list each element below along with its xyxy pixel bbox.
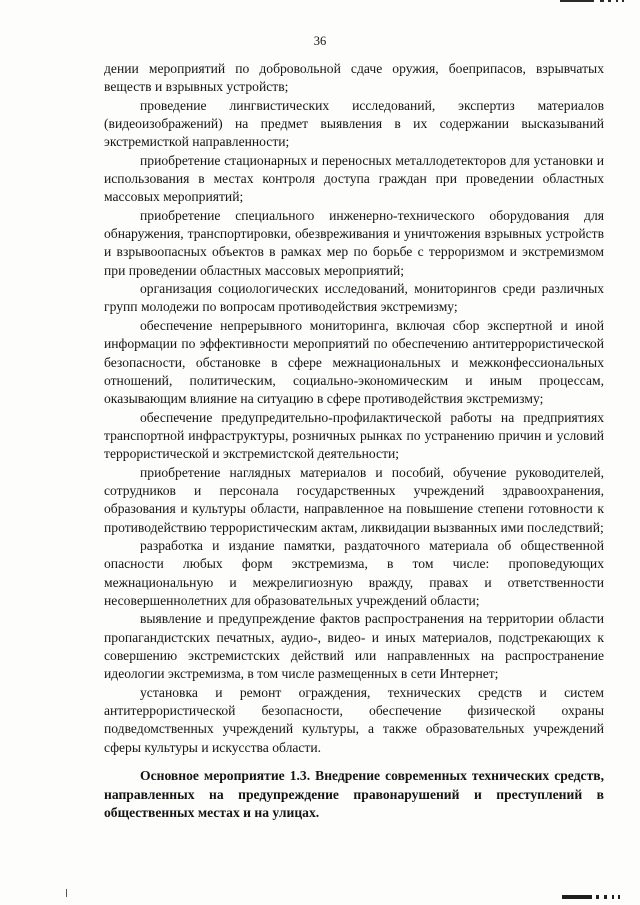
list-item-linguistic-research: проведение лингвистических исследований, экспертиз материалов (видеоизображений) на предмет выявления в их содержании высказываний экстремисткой направленности; — [104, 97, 604, 150]
list-item-monitoring: обеспечение непрерывного мониторинга, включая сбор экспертной и иной информации по эффективности мероприятий по обеспечению антитеррористической безопасности, обстановке в сфере межнациональных и межконфессиональных отношений, политическим, социально-экономическим и иным процессам, оказывающим влияние на ситуацию в сфере противодействия экстремизму; — [104, 317, 604, 407]
scan-mark-bottom-right — [562, 895, 622, 899]
document-body — [104, 60, 604, 823]
scan-mark-top-right — [560, 0, 626, 2]
list-item-memo-publication: разработка и издание памятки, раздаточного материала об общественной опасности любых форм экстремизма, в том числе: проповедующих межнациональную и межрелигиозную вражду, правах и ответственности несовершеннолетних для образовательных учреждений области; — [104, 537, 604, 608]
list-item-fencing-security: установка и ремонт ограждения, технических средств и систем антитеррористической безопасности, обеспечение физической охраны подведомственных учреждений культуры, а также образовательных учреждений сферы культуры и искусства области. — [104, 684, 604, 755]
paragraph-continuation: дении мероприятий по добровольной сдаче оружия, боеприпасов, взрывчатых веществ и взрывных устройств; — [104, 61, 604, 95]
list-item-propaganda-detection: выявление и предупреждение фактов распространения на территории области пропагандистских печатных, аудио-, видео- и иных материалов, подстрекающих к совершению экстремистских действий или направленных на распространение идеологии экстремизма, в том числе размещенных в сети Интернет; — [104, 611, 604, 682]
list-item-metal-detectors: приобретение стационарных и переносных металлодетекторов для установки и использования в местах контроля доступа граждан при проведении областных массовых мероприятий; — [104, 152, 604, 205]
list-item-transport-prevention: обеспечение предупредительно-профилактической работы на предприятиях транспортной инфраструктуры, розничных рынках по устранению причин и условий террористической и экстремистской деятельности; — [104, 409, 604, 462]
section-heading: Основное мероприятие 1.3. Внедрение современных технических средств, направленных на предупреждение правонарушений и преступлений в общественных местах и на улицах. — [104, 768, 604, 821]
list-item-engineering-equipment: приобретение специального инженерно-технического оборудования для обнаружения, транспортировки, обезвреживания и уничтожения взрывных устройств и взрывоопасных объектов в рамках мер по борьбе с терроризмом и экстремизмом при проведении областных массовых мероприятий; — [104, 207, 604, 278]
scan-mark-bottom-left — [66, 889, 67, 897]
page-number: 36 — [313, 34, 327, 48]
list-item-training-materials: приобретение наглядных материалов и пособий, обучение руководителей, сотрудников и персонала государственных учреждений здравоохранения, образования и культуры области, направленное на повышение степени готовности к противодействию террористическим актам, ликвидации вызванных ими последствий; — [104, 464, 604, 535]
list-item-sociological-research: организация социологических исследований, мониторингов среди различных групп молодежи по вопросам противодействия экстремизму; — [104, 281, 604, 315]
